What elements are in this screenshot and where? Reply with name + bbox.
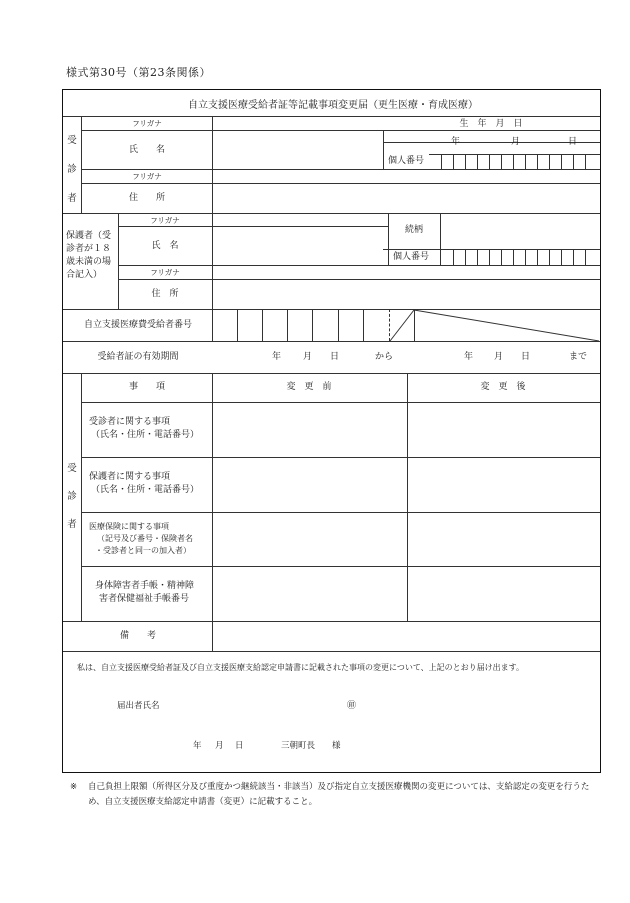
changes-section-label: 受 診 者 xyxy=(67,463,77,530)
change-row-1-before-input[interactable] xyxy=(213,403,406,457)
divider xyxy=(81,116,82,213)
validity-from-year: 年 xyxy=(272,352,282,362)
change-row-3-sublabel-2: ・受診者と同一の加入者） xyxy=(95,546,191,555)
guardian-individual-number-label: 個人番号 xyxy=(393,252,430,262)
guardian-furigana-input[interactable] xyxy=(213,214,387,226)
validity-to-month: 月 xyxy=(494,352,504,362)
footnote-text: 自己負担上限額（所得区分及び重度かつ継続該当・非該当）及び指定自立支援医療機関の変更については、支給認定の変更を行うため、自立支援医療支給認定申請書（変更）に記載すること。 xyxy=(88,782,590,807)
declaration-text: 私は、自立支援医療受給者証及び自立支援医療支給認定申請書に記載された事項の変更について、上記のとおり届け出ます。 xyxy=(77,663,525,672)
recipient-individual-number-input[interactable] xyxy=(429,155,599,169)
guardian-name-input[interactable] xyxy=(213,227,387,265)
guardian-furigana-label: フリガナ xyxy=(150,216,180,225)
guardian-individual-number-input[interactable] xyxy=(441,250,599,265)
seal-mark: ㊞ xyxy=(347,701,357,711)
validity-label: 受給者証の有効期間 xyxy=(97,352,179,362)
divider xyxy=(63,373,600,374)
divider xyxy=(383,130,384,169)
change-row-1-label: 受診者に関する事項 xyxy=(89,417,171,427)
change-row-2-after-input[interactable] xyxy=(408,458,599,512)
column-header-after: 変 更 後 xyxy=(480,382,526,392)
change-row-2-sublabel: （氏名・住所・電話番号） xyxy=(91,485,200,495)
form-number-label: 様式第30号（第23条関係） xyxy=(66,66,211,79)
sign-year-label: 年 xyxy=(193,741,202,751)
birth-date-label: 生 年 月 日 xyxy=(459,119,523,129)
remarks-input[interactable] xyxy=(213,622,599,651)
column-header-item: 事 項 xyxy=(128,382,166,392)
recipient-address-label: 住 所 xyxy=(128,193,166,203)
column-header-before: 変 更 前 xyxy=(286,382,332,392)
recipient-address-furigana-input[interactable] xyxy=(213,170,599,183)
relationship-label: 続柄 xyxy=(404,225,424,235)
change-row-4-sublabel: 害者保健福祉手帳番号 xyxy=(99,594,190,604)
sign-month-label: 月 xyxy=(215,741,224,751)
footnote-mark: ※ xyxy=(70,782,78,792)
birth-day-label: 日 xyxy=(568,137,578,147)
divider xyxy=(63,651,600,652)
change-row-1-after-input[interactable] xyxy=(408,403,599,457)
recipient-name-label: 氏 名 xyxy=(128,145,166,155)
change-notification-form xyxy=(62,89,601,773)
change-row-3-before-input[interactable] xyxy=(213,513,406,566)
certificate-number-input[interactable] xyxy=(213,310,389,341)
recipient-furigana-input[interactable] xyxy=(213,117,382,130)
validity-to-day: 日 xyxy=(521,352,531,362)
validity-from-month: 月 xyxy=(303,352,313,362)
guardian-name-label: 氏 名 xyxy=(151,241,179,251)
change-row-4-before-input[interactable] xyxy=(213,567,406,621)
validity-to-year: 年 xyxy=(464,352,474,362)
validity-from-suffix: から xyxy=(375,352,394,362)
recipient-name-input[interactable] xyxy=(213,131,382,169)
recipient-furigana-label-2: フリガナ xyxy=(132,172,162,181)
guardian-section-label: 保護者（受診者が１８歳未満の場合記入） xyxy=(66,231,112,280)
guardian-furigana-label-2: フリガナ xyxy=(150,268,180,277)
change-row-1-sublabel: （氏名・住所・電話番号） xyxy=(91,430,200,440)
certificate-number-label: 自立支援医療費受給者番号 xyxy=(83,320,193,330)
sign-day-label: 日 xyxy=(235,741,244,751)
relationship-input[interactable] xyxy=(441,214,599,249)
change-row-4-label: 身体障害者手帳・精神障 xyxy=(95,581,195,591)
change-row-3-after-input[interactable] xyxy=(408,513,599,566)
change-row-2-before-input[interactable] xyxy=(213,458,406,512)
change-row-3-label: 医療保険に関する事項 xyxy=(89,522,169,531)
recipient-section-label: 受 診 者 xyxy=(67,135,77,204)
guardian-address-furigana-input[interactable] xyxy=(213,266,599,279)
divider xyxy=(118,213,119,309)
birth-year-label: 年 xyxy=(451,137,461,147)
validity-from-day: 日 xyxy=(330,352,340,362)
applicant-name-label: 届出者氏名 xyxy=(117,701,160,711)
applicant-name-input[interactable] xyxy=(173,696,343,714)
divider xyxy=(81,373,82,621)
change-row-4-after-input[interactable] xyxy=(408,567,599,621)
recipient-address-input[interactable] xyxy=(213,184,599,213)
addressee-label: 三朝町長 様 xyxy=(281,741,341,751)
divider xyxy=(388,213,389,265)
change-row-3-sublabel: （記号及び番号・保険者名 xyxy=(97,534,193,543)
guardian-address-label: 住 所 xyxy=(151,289,179,299)
recipient-furigana-label: フリガナ xyxy=(132,119,162,128)
guardian-address-input[interactable] xyxy=(213,280,599,309)
birth-month-label: 月 xyxy=(511,137,521,147)
validity-to-suffix: まで xyxy=(569,352,588,362)
remarks-label: 備 考 xyxy=(119,631,157,641)
change-row-2-label: 保護者に関する事項 xyxy=(89,472,171,482)
form-title: 自立支援医療受給者証等記載事項変更届（更生医療・育成医療） xyxy=(188,100,478,111)
recipient-individual-number-label: 個人番号 xyxy=(388,156,425,166)
diagonal-slash-lines xyxy=(389,309,600,342)
